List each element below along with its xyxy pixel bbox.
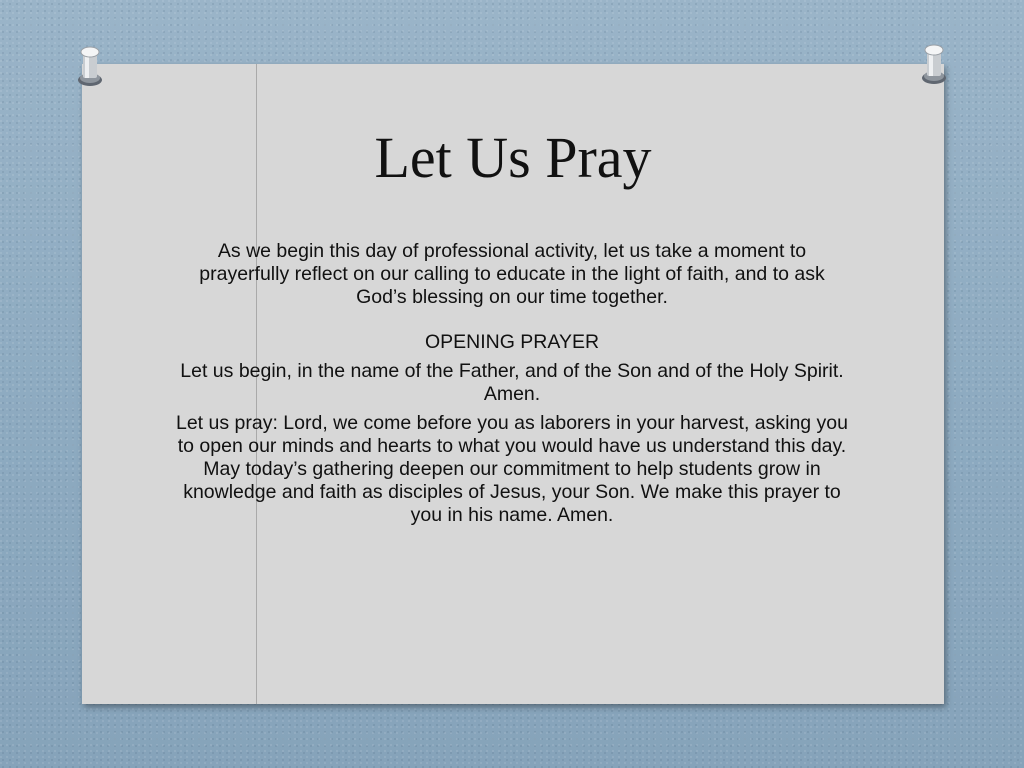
section-heading: OPENING PRAYER	[424, 331, 600, 353]
slide-body	[172, 240, 852, 527]
pushpin-icon	[70, 42, 110, 88]
slide-title: Let Us Pray	[374, 125, 652, 190]
prayer-paragraph: Let us pray: Lord, we come before you as laborers in your harvest, asking you to open our minds and hearts to what you would have us understand this day. May today’s gathering deepen our commitment to help students grow in knowledge and faith as disciples of Jesus, your Son. We make this prayer to you in his name. Amen.	[175, 412, 849, 526]
pushpin-icon	[914, 40, 954, 86]
intro-paragraph: As we begin this day of professional activity, let us take a moment to prayerfully reflect on our calling to educate in the light of faith, and to ask God’s blessing on our time together.	[199, 240, 825, 308]
opening-paragraph: Let us begin, in the name of the Father, and of the Son and of the Holy Spirit. Amen.	[180, 360, 844, 405]
